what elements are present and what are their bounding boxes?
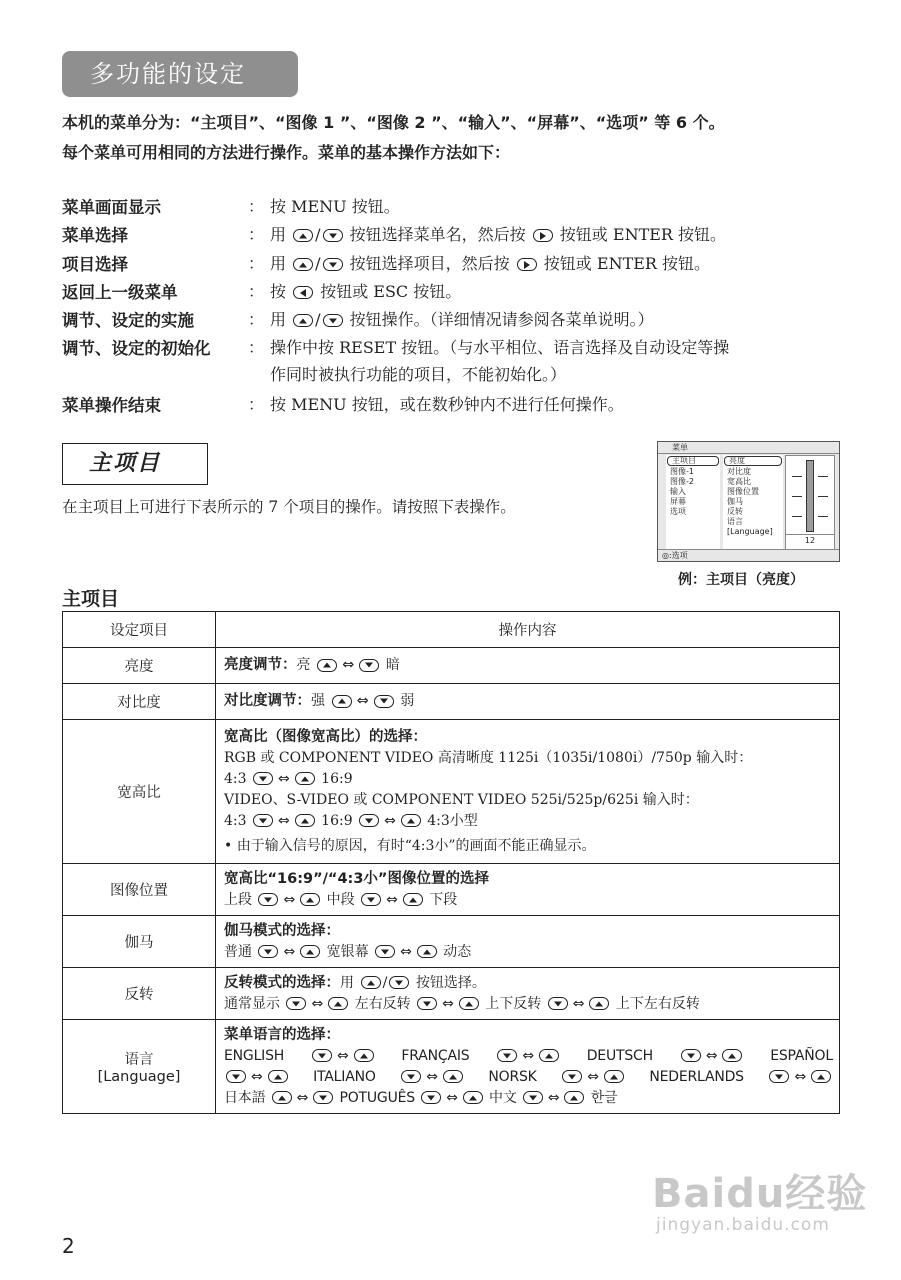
- option-text: 上段: [224, 891, 252, 908]
- slider-tick: [818, 476, 828, 477]
- table-row: [63, 648, 840, 684]
- op-colon: ：: [248, 197, 265, 216]
- arrow-group: [224, 1067, 290, 1088]
- intro-line-1: 本机的菜单分为：“主项目”、“图像 1 ”、“图像 2 ”、“输入”、“屏幕”、“选项” 等 6 个。: [62, 113, 725, 132]
- bidirectional-arrow-icon: ⇔: [446, 1089, 458, 1106]
- row-text: 按钮选择。: [415, 974, 486, 991]
- up-button-icon: [403, 893, 423, 906]
- language-option: NORSK: [488, 1068, 537, 1085]
- down-button-icon: [389, 976, 409, 989]
- up-button-icon: [293, 258, 313, 271]
- op-text-part: 按钮选择菜单名，然后按: [349, 225, 526, 244]
- option-text: 通常显示: [224, 995, 280, 1012]
- down-button-icon: [226, 1070, 246, 1083]
- row-sequence: [224, 994, 839, 1015]
- arrow-group: [399, 1067, 465, 1088]
- down-button-icon: [323, 314, 343, 327]
- row-content: [216, 720, 840, 864]
- op-text: 按 MENU 按钮，或在数秒钟内不进行任何操作。: [270, 395, 624, 414]
- down-button-icon: [497, 1049, 517, 1062]
- row-name: 亮度: [63, 648, 216, 684]
- op-text-part: 按钮操作。（详细情况请参阅各菜单说明。）: [349, 310, 654, 329]
- row-heading: 对比度调节：: [224, 693, 311, 709]
- separator: /: [315, 310, 321, 329]
- slider-tick: [792, 516, 802, 517]
- row-text: 弱: [400, 693, 415, 709]
- row-text: RGB 或 COMPONENT VIDEO 高清晰度 1125i（1035i/1080i）/750p 输入时：: [224, 749, 753, 766]
- menu-item: 输入: [670, 487, 686, 496]
- row-content: [216, 1020, 840, 1114]
- separator: /: [382, 974, 388, 991]
- page-number: 2: [62, 1234, 75, 1258]
- down-button-icon: [374, 695, 394, 708]
- language-option: ENGLISH: [224, 1047, 285, 1064]
- slider-panel: [785, 455, 835, 550]
- bidirectional-arrow-icon: ⇔: [705, 1047, 718, 1064]
- option-text: 16:9: [321, 770, 353, 787]
- bidirectional-arrow-icon: ⇔: [337, 1047, 349, 1064]
- language-option: ESPAÑOL: [770, 1047, 833, 1064]
- up-button-icon: [361, 976, 381, 989]
- op-label: 调节、设定的初始化: [62, 339, 211, 358]
- table-title: 主项目: [62, 588, 120, 610]
- row-name-line: 语言: [124, 1052, 154, 1068]
- row-sequence: [224, 811, 839, 832]
- op-text: [270, 222, 726, 245]
- row-note: • 由于输入信号的原因，有时“4:3小”的画面不能正确显示。: [224, 837, 596, 854]
- row-heading: 宽高比（图像宽高比）的选择：: [224, 728, 427, 745]
- slider-tick: [818, 516, 828, 517]
- bidirectional-arrow-icon: ⇔: [342, 657, 355, 673]
- op-text-part: 按钮或 ESC 按钮。: [320, 282, 462, 301]
- bidirectional-arrow-icon: ⇔: [283, 943, 296, 960]
- up-button-icon: [604, 1070, 624, 1083]
- op-text-part: 用: [270, 254, 287, 273]
- option-text: 下段: [429, 891, 458, 908]
- row-sequence: [224, 769, 839, 790]
- up-button-icon: [293, 229, 313, 242]
- option-text: 左右反转: [354, 995, 411, 1012]
- op-label: 菜单选择: [62, 226, 128, 245]
- settings-table: [62, 611, 840, 1114]
- row-text: VIDEO、S-VIDEO 或 COMPONENT VIDEO 525i/525p/625i 输入时：: [224, 791, 699, 808]
- language-option: ITALIANO: [313, 1068, 376, 1085]
- bidirectional-arrow-icon: ⇔: [296, 1089, 309, 1106]
- slider-tick: [792, 496, 802, 497]
- menu-footer-text: :选项: [668, 551, 688, 560]
- option-text: 上下左右反转: [615, 995, 700, 1012]
- right-button-icon: [533, 229, 553, 242]
- row-name: 宽高比: [63, 720, 216, 864]
- up-button-icon: [268, 1070, 288, 1083]
- up-button-icon: [589, 997, 609, 1010]
- down-button-icon: [253, 814, 273, 827]
- op-text-part: 用: [270, 225, 287, 244]
- menu-item: 图像-1: [670, 467, 694, 476]
- op-text: 操作中按 RESET 按钮。（与水平相位、语言选择及自动设定等操: [270, 338, 730, 357]
- down-button-icon: [312, 1049, 332, 1062]
- separator: /: [315, 225, 321, 244]
- bidirectional-arrow-icon: ⇔: [277, 812, 290, 829]
- arrow-group: [560, 1067, 626, 1088]
- menu-item: 选项: [670, 507, 686, 516]
- bidirectional-arrow-icon: ⇔: [386, 891, 398, 908]
- up-button-icon: [293, 314, 313, 327]
- option-text: 动态: [443, 943, 472, 960]
- row-text: 用: [340, 974, 354, 991]
- op-text-part: 按: [270, 282, 287, 301]
- select-button-icon: ◎: [662, 551, 669, 560]
- section-title: 主项目: [62, 443, 208, 485]
- watermark-brand: Baidu经验: [652, 1171, 868, 1217]
- menu-title: 菜单: [658, 442, 839, 454]
- down-button-icon: [253, 772, 273, 785]
- op-text: 按 MENU 按钮。: [270, 197, 400, 216]
- row-name: [63, 1020, 216, 1114]
- bidirectional-arrow-icon: ⇔: [277, 770, 290, 787]
- op-colon: ：: [248, 254, 265, 273]
- bidirectional-arrow-icon: ⇔: [311, 995, 324, 1012]
- row-name: 对比度: [63, 684, 216, 720]
- row-text: 强: [311, 693, 325, 709]
- row-heading: 亮度调节：: [224, 657, 297, 673]
- down-button-icon: [375, 945, 395, 958]
- row-sequence: [224, 1088, 839, 1109]
- op-colon: ：: [248, 395, 265, 414]
- up-button-icon: [564, 1091, 584, 1104]
- row-content: [216, 916, 840, 968]
- option-text: 4:3: [224, 812, 247, 829]
- menu-subitem: [Language]: [727, 527, 773, 536]
- row-content: [216, 864, 840, 916]
- row-content: [216, 968, 840, 1020]
- op-text: [270, 251, 710, 274]
- slider-value: 12: [786, 534, 834, 547]
- slider-track: [806, 460, 814, 532]
- row-sequence: [224, 890, 839, 911]
- down-button-icon: [401, 1070, 421, 1083]
- table-header-row: [63, 612, 840, 648]
- menu-footer: [658, 549, 839, 561]
- row-heading: 反转模式的选择：: [224, 974, 340, 991]
- up-button-icon: [354, 1049, 374, 1062]
- left-button-icon: [293, 286, 313, 299]
- language-option: 日本語: [224, 1089, 266, 1106]
- bidirectional-arrow-icon: ⇔: [442, 995, 454, 1012]
- bidirectional-arrow-icon: ⇔: [400, 943, 412, 960]
- menu-sub-list: [723, 455, 783, 550]
- op-text: [270, 307, 654, 330]
- watermark-url: jingyan.baidu.com: [656, 1215, 830, 1235]
- op-colon: ：: [248, 225, 265, 244]
- arrow-group: [679, 1046, 745, 1067]
- screenshot-caption: 例：主项目（亮度）: [678, 572, 804, 588]
- menu-subitem: 宽高比: [727, 477, 751, 486]
- down-button-icon: [417, 997, 437, 1010]
- option-text: 宽银幕: [326, 943, 369, 960]
- table-row: [63, 1020, 840, 1114]
- down-button-icon: [323, 229, 343, 242]
- option-text: 中段: [326, 891, 355, 908]
- bidirectional-arrow-icon: ⇔: [356, 693, 369, 709]
- op-text-part: 按钮或 ENTER 按钮。: [543, 254, 711, 273]
- op-text-part: 用: [270, 310, 287, 329]
- table-row: [63, 916, 840, 968]
- slider-tick: [818, 496, 828, 497]
- row-name: 伽马: [63, 916, 216, 968]
- intro-line-2: 每个菜单可用相同的方法进行操作。菜单的基本操作方法如下：: [62, 143, 511, 162]
- op-colon: ：: [248, 338, 265, 357]
- menu-screenshot: [657, 441, 840, 562]
- row-name: 图像位置: [63, 864, 216, 916]
- op-label: 项目选择: [62, 255, 128, 274]
- menu-subitem: 对比度: [727, 467, 751, 476]
- bidirectional-arrow-icon: ⇔: [794, 1068, 806, 1085]
- table-row: [63, 720, 840, 864]
- up-button-icon: [811, 1070, 831, 1083]
- watermark: [652, 1162, 892, 1250]
- up-button-icon: [722, 1049, 742, 1062]
- language-option: FRANÇAIS: [401, 1047, 470, 1064]
- up-button-icon: [417, 945, 437, 958]
- op-text: [270, 279, 461, 302]
- up-button-icon: [272, 1091, 292, 1104]
- row-heading: 宽高比“16:9”/“4:3小”图像位置的选择: [224, 870, 489, 887]
- row-name-line: [Language]: [97, 1069, 181, 1085]
- row-name: 反转: [63, 968, 216, 1020]
- arrow-group: [495, 1046, 561, 1067]
- op-colon: ：: [248, 310, 265, 329]
- down-button-icon: [323, 258, 343, 271]
- op-label: 菜单操作结束: [62, 396, 161, 415]
- row-heading: 伽马模式的选择：: [224, 922, 340, 939]
- table-row: [63, 864, 840, 916]
- down-button-icon: [286, 997, 306, 1010]
- up-button-icon: [295, 814, 315, 827]
- option-text: 4:3小型: [427, 812, 478, 829]
- down-button-icon: [523, 1091, 543, 1104]
- down-button-icon: [681, 1049, 701, 1062]
- up-button-icon: [443, 1070, 463, 1083]
- row-sequence: [224, 1046, 839, 1067]
- op-text-part: 按钮或 ENTER 按钮。: [559, 225, 727, 244]
- bidirectional-arrow-icon: ⇔: [283, 891, 296, 908]
- menu-item: 图像-2: [670, 477, 694, 486]
- language-option: 中文: [489, 1089, 517, 1106]
- up-button-icon: [539, 1049, 559, 1062]
- row-content: [216, 648, 840, 684]
- option-text: 普通: [224, 943, 252, 960]
- menu-subitem: 伽马: [727, 497, 743, 506]
- row-heading: 菜单语言的选择：: [224, 1026, 340, 1043]
- table-row: [63, 968, 840, 1020]
- menu-left-list: [666, 455, 720, 550]
- row-heading-line: [224, 973, 839, 994]
- up-button-icon: [332, 695, 352, 708]
- op-label: 菜单画面显示: [62, 198, 161, 217]
- op-text-part: 按钮选择项目，然后按: [349, 254, 510, 273]
- up-button-icon: [459, 997, 479, 1010]
- down-button-icon: [359, 814, 379, 827]
- row-text: 亮: [296, 657, 311, 673]
- bidirectional-arrow-icon: ⇔: [572, 995, 585, 1012]
- bidirectional-arrow-icon: ⇔: [426, 1068, 438, 1085]
- language-option: DEUTSCH: [586, 1047, 653, 1064]
- right-button-icon: [517, 258, 537, 271]
- menu-subitem: 图像位置: [727, 487, 759, 496]
- down-button-icon: [421, 1091, 441, 1104]
- down-button-icon: [359, 659, 379, 672]
- up-button-icon: [295, 772, 315, 785]
- op-label: 调节、设定的实施: [62, 311, 194, 330]
- row-sequence: [224, 1067, 839, 1088]
- option-text: 4:3: [224, 770, 247, 787]
- up-button-icon: [401, 814, 421, 827]
- bidirectional-arrow-icon: ⇔: [251, 1068, 263, 1085]
- language-option: POTUGUÊS: [339, 1089, 415, 1106]
- bidirectional-arrow-icon: ⇔: [522, 1047, 534, 1064]
- down-button-icon: [313, 1091, 333, 1104]
- up-button-icon: [328, 997, 348, 1010]
- row-sequence: [224, 942, 839, 963]
- page-title: 多功能的设定: [62, 51, 298, 97]
- up-button-icon: [463, 1091, 483, 1104]
- row-content: [216, 684, 840, 720]
- up-button-icon: [317, 659, 337, 672]
- down-button-icon: [769, 1070, 789, 1083]
- option-text: 上下反转: [485, 995, 542, 1012]
- bidirectional-arrow-icon: ⇔: [384, 812, 396, 829]
- op-label: 返回上一级菜单: [62, 283, 178, 302]
- menu-subitem: 反转: [727, 507, 743, 516]
- down-button-icon: [548, 997, 568, 1010]
- separator: /: [315, 254, 321, 273]
- op-text-continued: 作同时被执行功能的项目，不能初始化。）: [270, 365, 567, 384]
- op-colon: ：: [248, 282, 265, 301]
- option-text: 16:9: [321, 812, 353, 829]
- column-header: 设定项目: [63, 612, 216, 648]
- table-row: [63, 684, 840, 720]
- menu-item: 屏幕: [670, 497, 686, 506]
- up-button-icon: [300, 893, 320, 906]
- down-button-icon: [562, 1070, 582, 1083]
- slider-tick: [792, 476, 802, 477]
- menu-item: 主项目: [667, 456, 719, 466]
- menu-subitem: 亮度: [724, 456, 782, 466]
- column-header: 操作内容: [216, 612, 840, 648]
- down-button-icon: [258, 893, 278, 906]
- section-description: 在主项目上可进行下表所示的 7 个项目的操作。请按照下表操作。: [62, 498, 516, 516]
- menu-subitem: 语言: [727, 517, 743, 526]
- down-button-icon: [361, 893, 381, 906]
- down-button-icon: [258, 945, 278, 958]
- up-button-icon: [300, 945, 320, 958]
- bidirectional-arrow-icon: ⇔: [547, 1089, 560, 1106]
- language-option: NEDERLANDS: [649, 1068, 744, 1085]
- arrow-group: [310, 1046, 376, 1067]
- arrow-group: [767, 1067, 833, 1088]
- row-text: 暗: [385, 657, 400, 673]
- language-option: 한글: [590, 1089, 618, 1106]
- bidirectional-arrow-icon: ⇔: [587, 1068, 599, 1085]
